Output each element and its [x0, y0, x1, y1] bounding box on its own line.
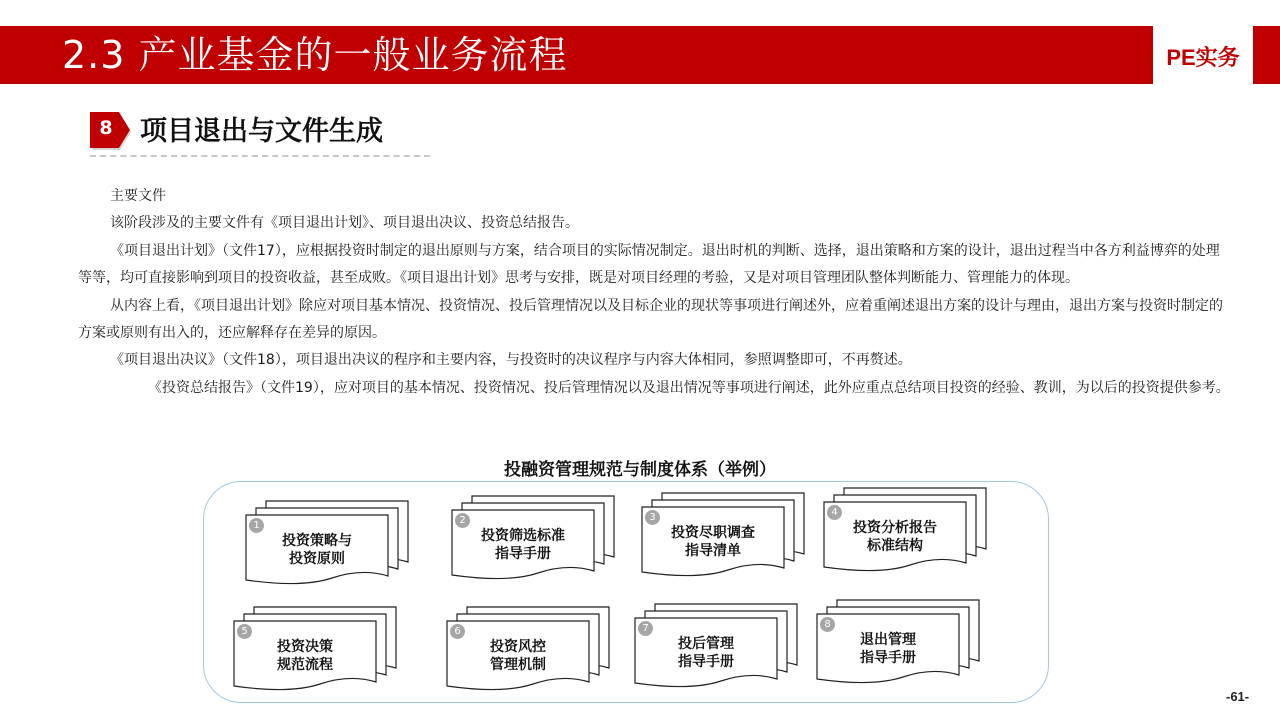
document-card-6 — [443, 604, 609, 694]
document-card-4 — [820, 485, 986, 575]
section-heading — [90, 104, 430, 158]
document-label-line: 指导手册 — [860, 650, 916, 666]
document-label-line: 投资筛选标准 — [481, 528, 565, 544]
section-divider — [90, 155, 430, 157]
document-number: 6 — [450, 624, 465, 639]
document-number: 7 — [638, 621, 653, 636]
document-label — [642, 524, 784, 560]
document-number: 4 — [827, 505, 842, 520]
document-number: 3 — [645, 510, 660, 525]
document-label — [452, 527, 594, 563]
document-label-line: 退出管理 — [860, 632, 916, 648]
document-label — [246, 532, 388, 568]
document-card-3 — [638, 490, 804, 580]
document-card-1 — [242, 498, 408, 588]
document-label-line: 规范流程 — [277, 657, 333, 673]
document-card-2 — [448, 493, 614, 583]
document-number: 5 — [237, 624, 252, 639]
document-label-line: 投资分析报告 — [853, 520, 937, 536]
document-label — [635, 635, 777, 671]
document-label-line: 投后管理 — [678, 636, 734, 652]
page-title: 2.3 产业基金的一般业务流程 — [62, 33, 568, 77]
paragraph: 该阶段涉及的主要文件有《项目退出计划》、项目退出决议、投资总结报告。 — [110, 215, 579, 232]
document-label-line: 投资尽职调查 — [671, 525, 755, 541]
brand-text: PE实务 — [1166, 45, 1240, 70]
header-bar — [0, 26, 1280, 84]
paragraph: 《项目退出计划》（文件17），应根据投资时制定的退出原则与方案，结合项目的实际情况制定。退出时机的判断、选择，退出策略和方案的设计，退出过程当中各方利益博弈的处理等等，均可直接影响到项目的投资收益，甚至成败。《项目退出计划》思考与安排，既是对项目经理的考验，又是对项目管理团队整体判断能力、管理能力的体现。 — [78, 242, 1220, 287]
section-number: 8 — [99, 117, 113, 139]
page-number: -61- — [1226, 689, 1250, 704]
document-label-line: 指导手册 — [495, 546, 551, 562]
brand-logo — [1153, 26, 1253, 84]
paragraph: 《投资总结报告》（文件19），应对项目的基本情况、投资情况、投后管理情况以及退出情况等事项进行阐述，此外应重点总结项目投资的经验、教训，为以后的投资提供参考。 — [148, 379, 1230, 396]
document-number: 2 — [455, 513, 470, 528]
document-label — [234, 638, 376, 674]
document-card-8 — [813, 597, 979, 687]
body-text — [78, 183, 1230, 402]
document-label-line: 投资策略与 — [282, 533, 352, 549]
document-label-line: 指导手册 — [678, 654, 734, 670]
document-label-line: 投资决策 — [277, 639, 333, 655]
document-label-line: 指导清单 — [685, 543, 741, 559]
paragraph: 从内容上看，《项目退出计划》除应对项目基本情况、投资情况、投后管理情况以及目标企业的现状等事项进行阐述外，应着重阐述退出方案的设计与理由，退出方案与投资时制定的方案或原则有出入的，还应解释存在差异的原因。 — [78, 297, 1223, 342]
document-label-line: 投资风控 — [490, 639, 546, 655]
paragraph-heading: 主要文件 — [110, 188, 166, 204]
section-title: 项目退出与文件生成 — [140, 116, 383, 147]
document-label — [817, 631, 959, 667]
document-label — [447, 638, 589, 674]
document-label — [824, 519, 966, 555]
document-number: 8 — [820, 617, 835, 632]
document-label-line: 管理机制 — [490, 657, 546, 673]
document-number: 1 — [249, 518, 264, 533]
document-card-5 — [230, 604, 396, 694]
document-label-line: 投资原则 — [289, 551, 345, 567]
document-card-7 — [631, 601, 797, 691]
system-title: 投融资管理规范与制度体系（举例） — [504, 460, 776, 480]
paragraph: 《项目退出决议》（文件18），项目退出决议的程序和主要内容，与投资时的决议程序与内容大体相同，参照调整即可，不再赘述。 — [110, 352, 912, 369]
document-label-line: 标准结构 — [867, 538, 923, 554]
section-number-badge — [90, 110, 130, 150]
